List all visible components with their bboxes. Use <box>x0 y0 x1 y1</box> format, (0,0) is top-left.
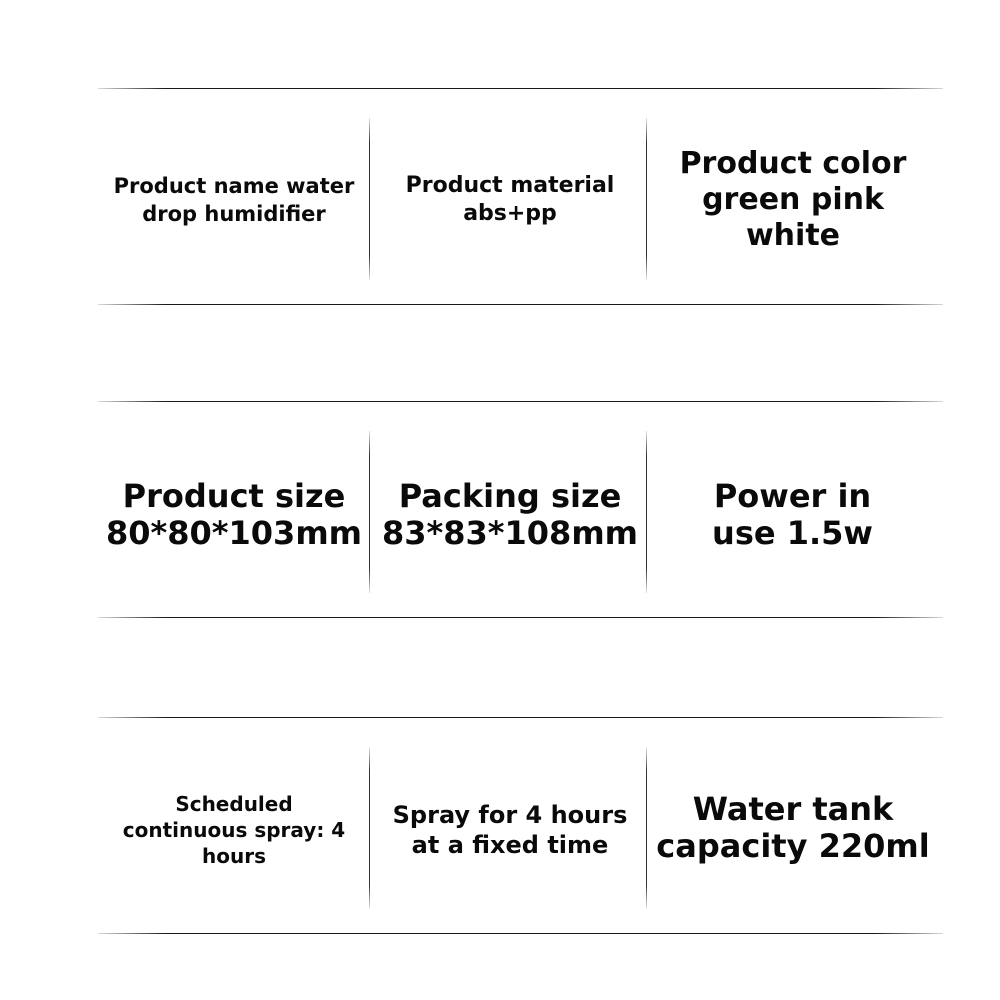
row-3-column-divider-1 <box>369 747 370 909</box>
spec-cell-scheduled-spray <box>100 775 368 885</box>
row-3-bottom-divider <box>98 933 943 934</box>
spec-cell-product-material <box>375 150 645 250</box>
spec-text-product-color: Product color green pink white <box>679 146 907 253</box>
spec-cell-spray-fixed-time <box>375 775 645 885</box>
spec-text-packing-size: Packing size 83*83*108mm <box>381 477 638 552</box>
spec-cell-product-size <box>98 460 370 570</box>
row-1-top-divider <box>98 88 943 89</box>
spec-text-power: Power in use 1.5w <box>712 477 873 552</box>
spec-cell-product-color <box>648 145 938 255</box>
row-1-column-divider-1 <box>369 118 370 280</box>
spec-cell-water-tank <box>648 770 938 885</box>
spec-text-spray-fixed-time: Spray for 4 hours at a fixed time <box>392 801 628 859</box>
spec-text-scheduled-spray: Scheduled continuous spray: 4 hours <box>122 792 346 868</box>
spec-text-water-tank: Water tank capacity 220ml <box>656 789 930 865</box>
row-3-top-divider <box>98 717 943 718</box>
row-2-bottom-divider <box>98 617 943 618</box>
spec-text-product-size: Product size 80*80*103mm <box>105 477 362 552</box>
row-3-column-divider-2 <box>646 747 647 909</box>
spec-cell-power <box>650 460 935 570</box>
row-1-column-divider-2 <box>646 118 647 280</box>
spec-text-product-name: Product name water drop humidifier <box>113 174 355 226</box>
row-1-bottom-divider <box>98 304 943 305</box>
spec-text-product-material: Product material abs+pp <box>405 173 615 226</box>
row-2-top-divider <box>98 401 943 402</box>
spec-cell-product-name <box>100 150 368 250</box>
spec-cell-packing-size <box>372 460 648 570</box>
